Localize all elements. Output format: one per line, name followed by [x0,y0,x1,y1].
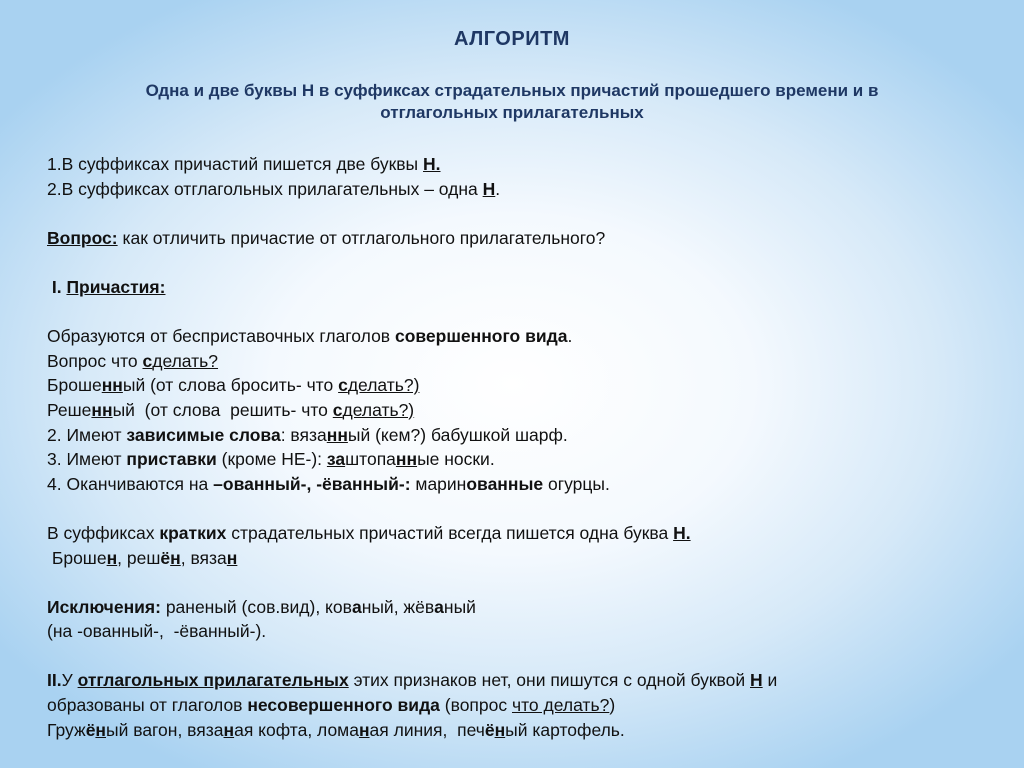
e-c: , реш [117,547,161,568]
rule-2 [47,177,987,202]
ex2-underlined [333,400,414,420]
formed-end: . [567,326,573,347]
question-label: Вопрос: [47,227,118,248]
c-i: ё [484,719,495,740]
subtitle-line-1: Одна и две буквы Н в суффиксах страдательных причастий прошедшего времени и в [145,81,879,100]
exceptions-label: Исключения: [47,596,161,617]
b-b: несовершенного вида [247,695,440,716]
ex1-underlined [338,375,419,395]
ex2-a: Реше [47,399,92,420]
participles-formed [47,324,987,349]
a-a: У [61,670,78,691]
adjectives-line-2 [47,693,987,718]
a-d: Н [750,670,763,691]
c-g: н [358,719,370,740]
p3-f: нн [395,449,418,470]
ex2-b: нн [91,399,113,420]
subtitle-line-2: отглагольных прилагательных [380,103,644,122]
spacer [47,201,987,226]
slide-title: АЛГОРИТМ [454,28,570,50]
b-e: ) [609,695,616,716]
c-d: ый вагон, вяза [106,719,224,740]
x-e: ный [443,596,476,617]
spacer [47,496,987,521]
e-d: ё [160,547,171,568]
p4-b: –ованный-, -ёванный-: [213,473,411,494]
p4-e: огурцы. [543,473,610,494]
p2-c: : вяза [280,424,327,445]
spacer [47,570,987,595]
e-f: , вяза [180,547,227,568]
p3-c: (кроме НЕ-): [216,449,327,470]
participles-point-3 [47,447,987,472]
adjectives-line-3 [47,718,987,743]
participles-heading [47,275,987,300]
c-k: ый картофель. [505,719,625,740]
x-b: а [351,596,362,617]
ex2-e: делать?) [342,399,415,420]
p4-c: марин [410,473,467,494]
e-g: н [226,547,238,568]
p3-a: 3. Имеют [47,449,127,470]
e-e: н [170,547,181,568]
ex1-a: Броше [47,375,102,396]
p3-b: приставки [126,449,217,470]
p2-e: ый (кем?) бабушкой шарф. [347,424,568,445]
a-b: отглагольных прилагательных [77,670,349,691]
e-a: Броше [47,547,107,568]
exceptions-line-2: (на -ованный-, -ёванный-). [47,621,267,642]
x-c: ный, жёв [361,596,435,617]
adjectives-line-1 [47,668,987,693]
formed-bold: совершенного вида [394,326,568,347]
participles-point-2 [47,423,987,448]
q-text: Вопрос что [47,350,143,371]
s-c: страдательных причастий всегда пишется одна буква [226,522,674,543]
q-underlined [143,351,219,371]
b-c: (вопрос [439,695,512,716]
ex1-d: с [338,375,348,396]
ex1-b: нн [101,375,123,396]
participles-question [47,349,987,374]
participles-roman: I. [47,276,67,297]
spacer [47,300,987,325]
p4-a: 4. Оканчиваются на [47,473,214,494]
p2-b: зависимые слова [126,424,281,445]
ex1-e: делать?) [347,375,420,396]
p2-d: нн [326,424,348,445]
a-roman: II. [47,670,62,691]
x-a: раненый (сов.вид), ков [160,596,352,617]
c-a: Груж [47,719,86,740]
c-b: ё [85,719,96,740]
short-forms-examples [47,546,987,571]
spacer [47,250,987,275]
ex2-d: с [332,399,343,420]
c-e: н [223,719,235,740]
slide-body [47,152,987,742]
c-c: н [95,719,106,740]
rule-2-text: 2.В суффиксах отглагольных прилагательных – одна [47,178,483,199]
participles-point-4 [47,472,987,497]
participles-example-2 [47,398,987,423]
p3-d: за [326,449,346,470]
question-text: как отличить причастие от отглагольного прилагательного? [117,227,606,248]
e-b: н [106,547,118,568]
rule-1-text: 1.В суффиксах причастий пишется две буквы [47,154,424,174]
s-b: кратких [159,522,227,543]
rule-1 [47,152,987,177]
ex1-c: ый (от слова бросить- что [122,375,339,396]
ex2-c: ый (от слова решить- что [112,399,333,420]
formed-text: Образуются от бесприставочных глаголов [47,326,395,347]
participles-example-1 [47,373,987,398]
p3-g: ые носки. [417,449,495,470]
b-d: что делать? [511,695,610,716]
c-j: н [494,719,506,740]
rule-2-letter: Н [482,178,496,199]
p2-a: 2. Имеют [47,424,127,445]
c-f: ая кофта, лома [234,719,359,740]
participles-heading-text: Причастия: [66,276,166,297]
s-d: Н. [673,522,691,543]
slide-subtitle [40,80,984,124]
q-rest: делать? [152,350,219,371]
question-line [47,226,987,251]
b-a: образованы от глаголов [47,695,248,716]
spacer [47,644,987,669]
p3-e: штопа [345,449,396,470]
x-d: а [434,596,444,617]
rule-1-letter: Н. [423,154,441,174]
c-h: ая линия, печ [369,719,485,740]
exceptions-line-1 [47,595,987,620]
rule-2-end: . [495,178,501,199]
p4-d: ованные [466,473,544,494]
a-e: и [762,670,778,691]
s-a: В суффиксах [47,522,160,543]
a-c: этих признаков нет, они пишутся с одной буквой [348,670,750,691]
short-forms-rule [47,521,987,546]
q-prefix: с [142,350,153,371]
